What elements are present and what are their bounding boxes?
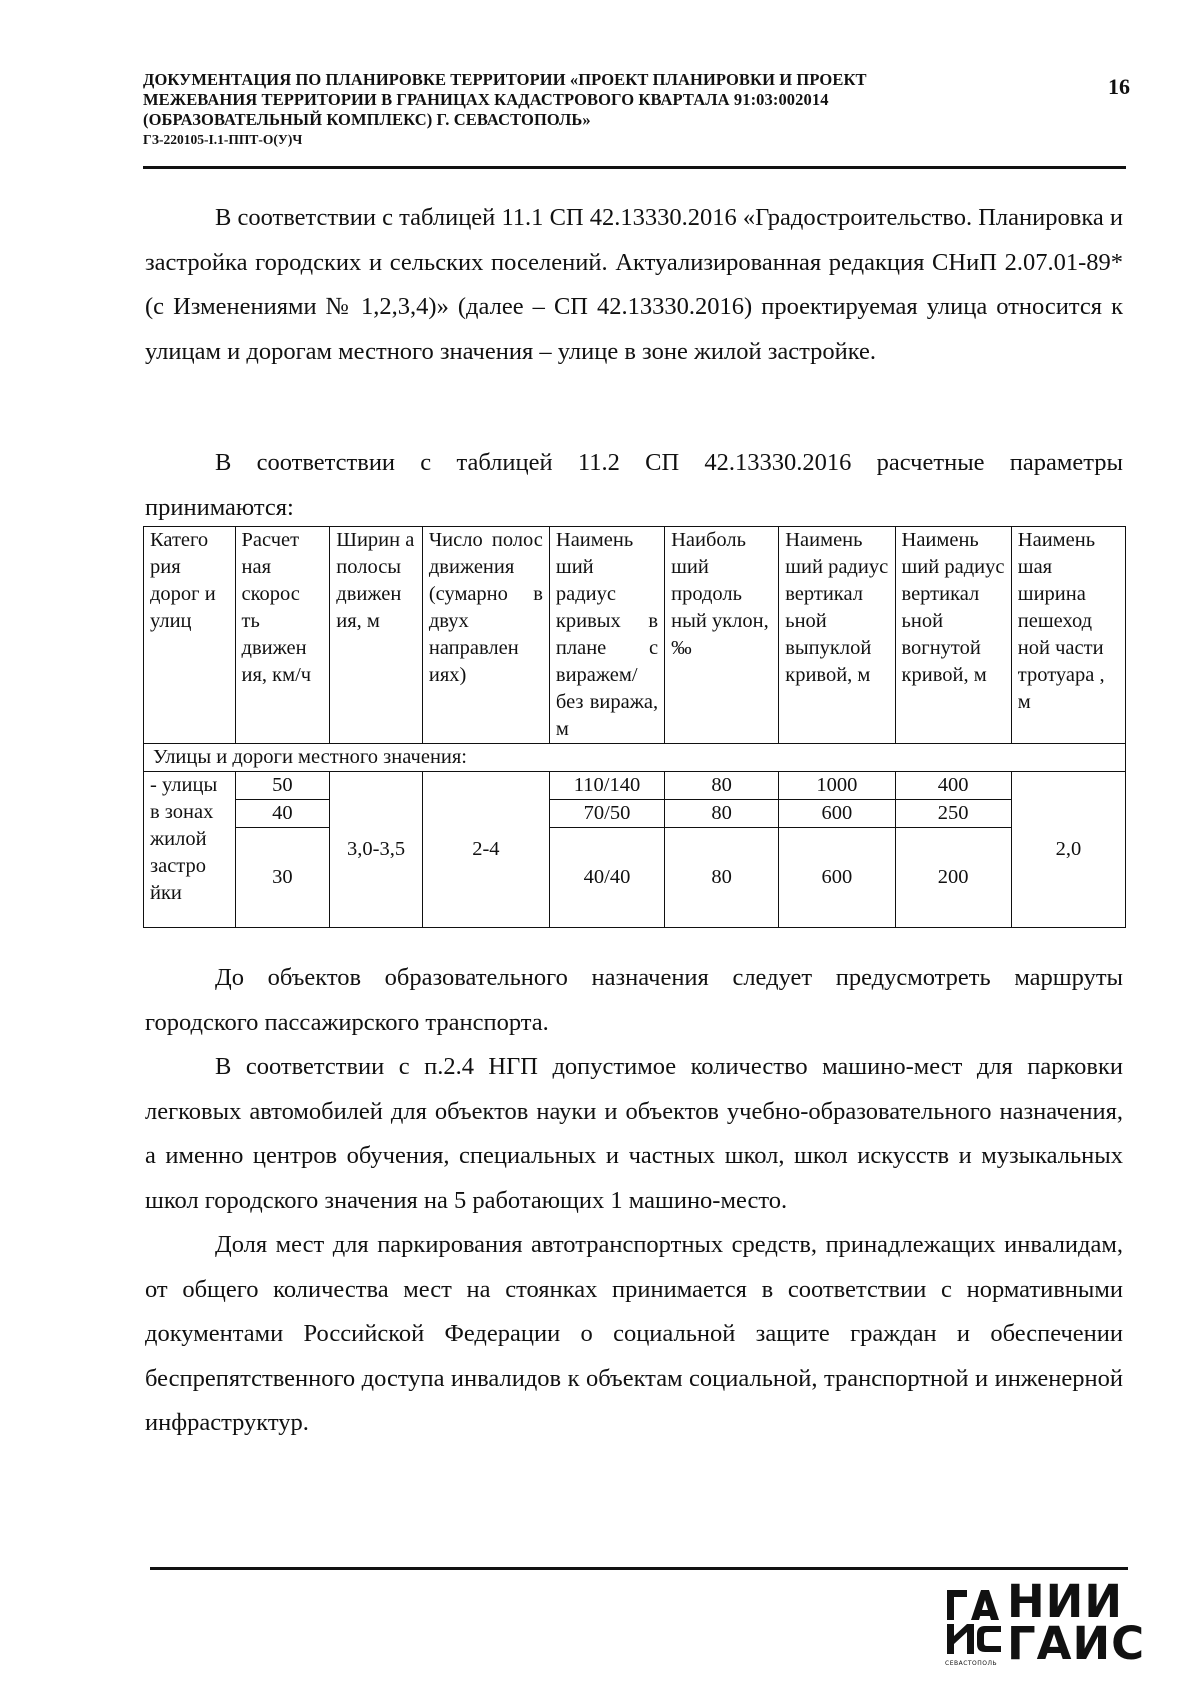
- document-header: [143, 70, 1053, 149]
- header-slope: Наиболь ший продоль ный уклон, ‰: [665, 527, 779, 744]
- header-title-line-3: (ОБРАЗОВАТЕЛЬНЫЙ КОМПЛЕКС) Г. СЕВАСТОПОЛЬ»: [143, 110, 591, 129]
- lane-width-cell: 3,0-3,5: [330, 772, 423, 928]
- header-title-line-1: ДОКУМЕНТАЦИЯ ПО ПЛАНИРОВКЕ ТЕРРИТОРИИ «ПРОЕКТ ПЛАНИРОВКИ И ПРОЕКТ: [143, 70, 867, 89]
- logo-mark-icon: [945, 1586, 1005, 1658]
- radius-cell: 40/40: [549, 828, 664, 928]
- slope-cell: 80: [665, 800, 779, 828]
- logo-subtitle: СЕВАСТОПОЛЬ: [945, 1660, 998, 1667]
- lanes-cell: 2-4: [422, 772, 549, 928]
- convex-cell: 1000: [779, 772, 895, 800]
- concave-cell: 250: [895, 800, 1011, 828]
- header-convex-radius: Наимень ший радиус вертикал ьной выпуклой кривой, м: [779, 527, 895, 744]
- paragraph-classification: В соответствии с таблицей 11.1 СП 42.13330.2016 «Градостроительство. Планировка и застройка городских и сельских поселений. Актуализированная редакция СНиП 2.07.01-89* (с Изменениями № 1,2,3,4)» (далее – СП 42.13330.2016) проектируемая улица относится к улицам и дорогам местного значения – улице в зоне жилой застройке.: [145, 204, 1123, 365]
- speed-cell: 40: [235, 800, 330, 828]
- table-row: [144, 772, 1126, 800]
- street-parameters-table: [143, 526, 1126, 928]
- slope-cell: 80: [665, 772, 779, 800]
- slope-cell: 80: [665, 828, 779, 928]
- intro-paragraphs: [145, 196, 1123, 374]
- footer-divider: [150, 1567, 1128, 1570]
- nii-gais-logo: [945, 1575, 1146, 1672]
- street-parameters-table-wrap: [143, 526, 1126, 928]
- sidewalk-cell: 2,0: [1011, 772, 1125, 928]
- header-lanes: Число полос движения (сумарно в двух направлен иях): [422, 527, 549, 744]
- speed-cell: 50: [235, 772, 330, 800]
- concave-cell: 200: [895, 828, 1011, 928]
- speed-cell: 30: [235, 828, 330, 928]
- closing-paragraphs: [145, 956, 1123, 1446]
- section-title: Улицы и дороги местного значения:: [144, 744, 1126, 772]
- paragraph-parking: В соответствии с п.2.4 НГП допустимое количество машино-мест для парковки легковых автомобилей для объектов науки и объектов учебно-образовательного назначения, а именно центров обучения, специальных и частных школ, школ искусств и музыкальных школ городского значения на 5 работающих 1 машино-место.: [145, 1053, 1123, 1214]
- convex-cell: 600: [779, 828, 895, 928]
- category-cell: - улицы в зонах жилой застро йки: [144, 772, 236, 928]
- logo-text-line-2: ГАИС: [1007, 1617, 1146, 1670]
- concave-cell: 400: [895, 772, 1011, 800]
- header-speed: Расчет ная скорос ть движен ия, км/ч: [235, 527, 330, 744]
- header-concave-radius: Наимень ший радиус вертикал ьной вогнутой кривой, м: [895, 527, 1011, 744]
- radius-cell: 70/50: [549, 800, 664, 828]
- paragraph-transport: До объектов образовательного назначения следует предусмотреть маршруты городского пассажирского транспорта.: [145, 964, 1123, 1036]
- header-title-line-2: МЕЖЕВАНИЯ ТЕРРИТОРИИ В ГРАНИЦАХ КАДАСТРОВОГО КВАРТАЛА 91:03:002014: [143, 90, 829, 109]
- radius-cell: 110/140: [549, 772, 664, 800]
- convex-cell: 600: [779, 800, 895, 828]
- document-code: ГЗ-220105-I.1-ППТ-О(У)Ч: [143, 132, 303, 147]
- parameters-intro: [145, 441, 1123, 530]
- header-divider: [143, 166, 1126, 169]
- table-section-row: [144, 744, 1126, 772]
- logo-text-line-1: НИИ: [1007, 1575, 1123, 1628]
- paragraph-parameters: В соответствии с таблицей 11.2 СП 42.13330.2016 расчетные параметры принимаются:: [145, 449, 1123, 521]
- page-number: 16: [1108, 74, 1130, 99]
- header-category: Катего рия дорог и улиц: [144, 527, 236, 744]
- table-row: [144, 800, 1126, 828]
- header-lane-width: Ширин а полосы движен ия, м: [330, 527, 423, 744]
- paragraph-disabled-parking: Доля мест для паркирования автотранспортных средств, принадлежащих инвалидам, от общего количества мест на стоянках принимается в соответствии с нормативными документами Российской Федерации о социальной защите граждан и обеспечении беспрепятственного доступа инвалидов к объектам социальной, транспортной и инженерной инфраструктур.: [145, 1231, 1123, 1436]
- header-sidewalk-width: Наимень шая ширина пешеход ной части тротуара , м: [1011, 527, 1125, 744]
- table-header-row: [144, 527, 1126, 744]
- table-row: [144, 828, 1126, 928]
- header-curve-radius: Наимень ший радиус кривых в плане с виражем/ без виража, м: [549, 527, 664, 744]
